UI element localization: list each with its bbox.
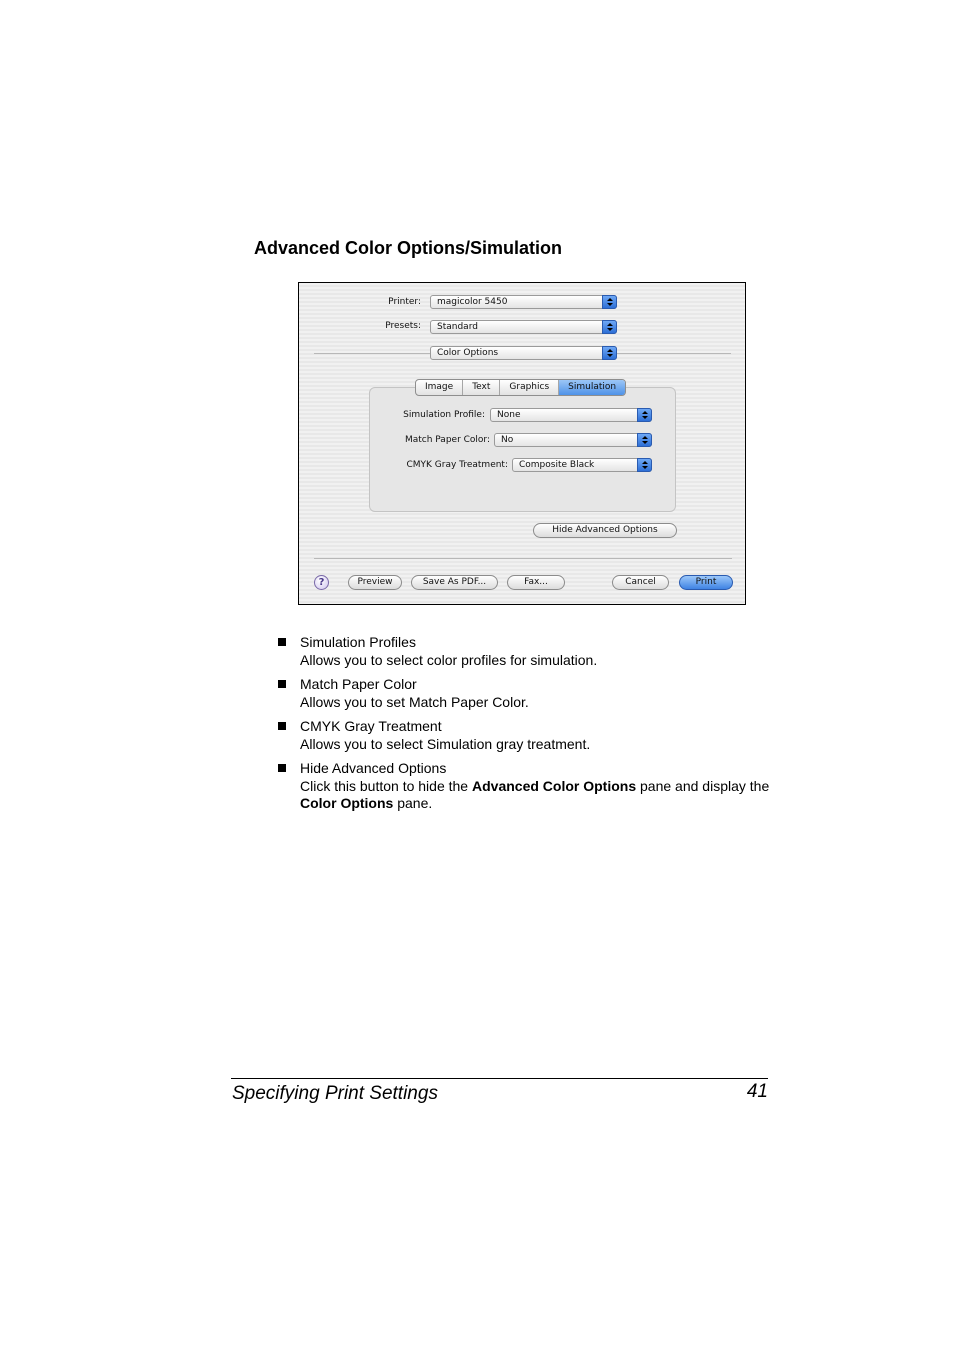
section-title: Advanced Color Options/Simulation: [254, 238, 563, 258]
presets-popup[interactable]: [430, 320, 617, 334]
popup-arrows-icon: [602, 320, 617, 334]
popup-arrows-icon: [602, 346, 617, 360]
list-item: [278, 634, 778, 669]
page-number: 41: [746, 1081, 768, 1102]
preview-button[interactable]: Preview: [348, 575, 402, 590]
simulation-profile-value: None: [497, 410, 521, 420]
popup-arrows-icon: [602, 295, 617, 309]
pane-value: Color Options: [437, 348, 499, 358]
cmyk-gray-treatment-label: CMYK Gray Treatment:: [406, 460, 508, 470]
simulation-profile-popup[interactable]: [490, 408, 652, 422]
option-descriptions: [278, 634, 778, 820]
bullet-square-icon: [278, 638, 286, 646]
match-paper-color-value: No: [501, 435, 514, 445]
bullet-square-icon: [278, 680, 286, 688]
bullet-title: Hide Advanced Options: [300, 760, 447, 776]
list-item: [278, 718, 778, 753]
cmyk-gray-treatment-popup[interactable]: [512, 458, 652, 472]
desc-text: pane.: [393, 795, 433, 811]
bullet-description: Allows you to select color profiles for simulation.: [300, 651, 598, 668]
tab-text[interactable]: Text: [463, 380, 500, 395]
match-paper-color-label: Match Paper Color:: [404, 435, 490, 445]
bullet-description: [300, 778, 778, 813]
bullet-description: Allows you to set Match Paper Color.: [300, 693, 529, 710]
separator: [314, 558, 732, 559]
printer-label: Printer:: [388, 297, 421, 307]
presets-value: Standard: [437, 322, 478, 332]
bullet-title: CMYK Gray Treatment: [300, 718, 442, 734]
pane-popup[interactable]: [430, 346, 617, 360]
cancel-button[interactable]: Cancel: [612, 575, 669, 590]
help-icon[interactable]: ?: [314, 575, 329, 590]
footer-rule: [231, 1078, 768, 1079]
popup-arrows-icon: [637, 458, 652, 472]
list-item: [278, 760, 778, 813]
bullet-description: Allows you to select Simulation gray treatment.: [300, 735, 591, 752]
popup-arrows-icon: [637, 408, 652, 422]
simulation-profile-label: Simulation Profile:: [403, 410, 485, 420]
tab-graphics[interactable]: Graphics: [500, 380, 559, 395]
tab-bar: [415, 379, 626, 396]
print-dialog: [298, 282, 746, 605]
match-paper-color-popup[interactable]: [494, 433, 652, 447]
cmyk-gray-treatment-value: Composite Black: [519, 460, 595, 470]
advanced-options-group: [369, 387, 676, 512]
presets-label: Presets:: [385, 321, 421, 331]
bullet-square-icon: [278, 722, 286, 730]
desc-bold: Advanced Color Options: [472, 777, 637, 794]
print-button[interactable]: Print: [679, 575, 733, 590]
list-item: [278, 676, 778, 711]
popup-arrows-icon: [637, 433, 652, 447]
bullet-title: Match Paper Color: [300, 676, 417, 692]
desc-text: pane and display the: [636, 777, 770, 794]
bullet-square-icon: [278, 764, 286, 772]
fax-button[interactable]: Fax...: [507, 575, 565, 590]
hide-advanced-options-button[interactable]: Hide Advanced Options: [533, 523, 677, 538]
desc-bold: Color Options: [300, 795, 394, 811]
printer-value: magicolor 5450: [437, 297, 508, 307]
tab-image[interactable]: Image: [416, 380, 463, 395]
footer-title: Specifying Print Settings: [232, 1083, 438, 1104]
desc-text: Click this button to hide the: [300, 777, 472, 794]
printer-popup[interactable]: [430, 295, 617, 309]
save-as-pdf-button[interactable]: Save As PDF...: [411, 575, 498, 590]
tab-simulation[interactable]: Simulation: [559, 380, 625, 395]
bullet-title: Simulation Profiles: [300, 634, 416, 650]
